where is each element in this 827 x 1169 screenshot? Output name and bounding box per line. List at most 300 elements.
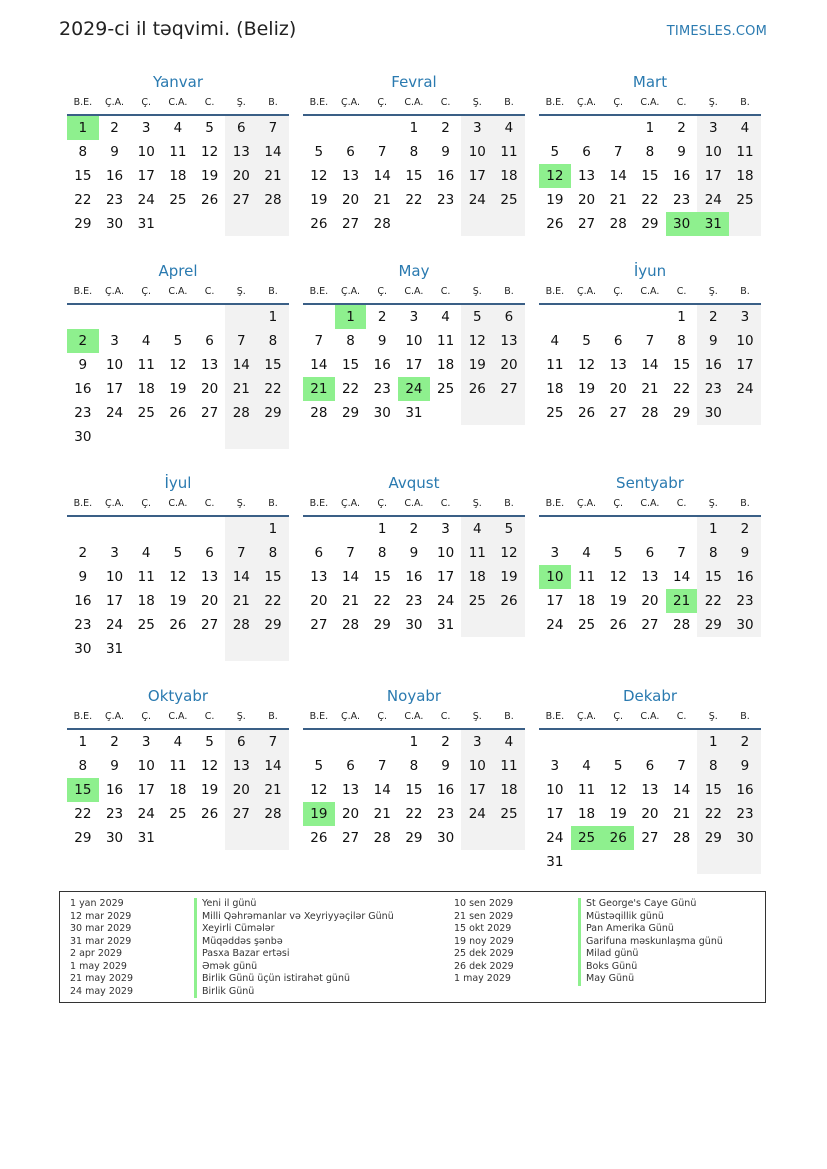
day-cell: 27 [493,377,525,401]
week-row [303,589,525,613]
week-row [303,517,525,541]
day-cell: 12 [169,357,187,373]
empty-day-cell [539,305,571,329]
week-row [539,305,761,329]
week-row [539,517,761,541]
legend-row [70,961,394,974]
day-cell: 19 [169,593,187,609]
day-cell: 10 [105,569,124,585]
day-cell: 6 [225,116,257,140]
day-cell: 3 [141,734,151,750]
day-cell: 22 [257,377,289,401]
empty-day-cell [130,425,162,449]
day-cell: 25 [577,617,596,633]
week-row [303,541,525,565]
day-cell: 7 [225,329,257,353]
holiday-name: Milli Qəhrəmanlar və Xeyriyyəçilər Günü [194,911,394,924]
empty-day-cell [194,637,226,661]
empty-day-cell [461,401,493,425]
day-cell: 21 [257,164,289,188]
day-cell: 25 [169,806,187,822]
weekday-label: C.A. [168,711,188,722]
day-cell: 27 [225,802,257,826]
empty-day-cell [539,730,571,754]
day-cell: 11 [546,357,564,373]
empty-day-cell [461,613,493,637]
day-cell: 15 [341,357,360,373]
day-cell: 30 [105,216,124,232]
month-name: İyun [633,262,667,280]
week-row [539,850,761,874]
day-cell: 21 [225,377,257,401]
day-cell: 8 [697,754,729,778]
weekday-label: B. [504,286,514,297]
day-cell: 5 [173,333,183,349]
day-cell: 4 [173,734,183,750]
day-cell: 26 [169,617,187,633]
weekday-header [67,710,289,730]
day-cell: 1 [257,517,289,541]
day-cell: 23 [105,192,124,208]
day-cell: 12 [539,164,571,188]
month-name: Noyabr [386,687,442,705]
day-cell: 2 [377,309,387,325]
day-cell: 18 [493,164,525,188]
day-cell: 13 [577,168,596,184]
month-name: İyul [164,474,192,492]
week-row [67,589,289,613]
day-cell: 23 [437,806,455,822]
holiday-date: 1 may 2029 [70,960,127,972]
weekday-label: C. [204,97,215,108]
day-cell: 16 [74,381,92,397]
week-row [303,754,525,778]
day-cell: 1 [67,116,99,140]
day-cell: 5 [314,758,324,774]
day-cell: 6 [645,758,655,774]
weekday-label: C.A. [404,711,424,722]
week-row [539,377,761,401]
week-row [67,305,289,329]
day-cell: 13 [493,329,525,353]
weekday-label: C. [204,286,215,297]
weekday-label: C. [204,498,215,509]
legend-row [70,911,394,924]
day-cell: 29 [697,613,729,637]
day-cell: 9 [110,144,119,160]
weekday-label: B.E. [545,498,565,509]
day-cell: 3 [550,758,560,774]
day-cell: 27 [641,830,659,846]
weekday-label: Ç.A. [105,711,125,722]
day-cell: 11 [493,140,525,164]
weekday-label: C.A. [640,97,660,108]
month-name: Oktyabr [147,687,209,705]
day-cell: 23 [74,617,92,633]
day-cell: 26 [602,826,634,850]
weekday-label: B.E. [309,711,329,722]
day-cell: 11 [169,758,187,774]
weekday-label: C.A. [168,498,188,509]
day-cell: 15 [641,168,659,184]
weekday-label: B.E. [309,498,329,509]
day-cell: 10 [539,565,571,589]
week-row [67,826,289,850]
day-cell: 15 [405,168,423,184]
page-title: 2029-ci il təqvimi. (Beliz) [59,18,297,40]
day-cell: 21 [609,192,627,208]
day-cell: 11 [577,782,596,798]
day-cell: 15 [67,778,99,802]
weekday-label: Ş. [236,286,246,297]
day-cell: 6 [346,144,355,160]
day-cell: 6 [205,545,214,561]
weekday-label: C. [440,711,451,722]
day-cell: 3 [110,333,119,349]
weekday-label: Ç.A. [341,711,361,722]
day-cell: 31 [437,617,455,633]
day-cell: 6 [225,730,257,754]
legend-row [454,936,723,949]
weekday-label: B. [504,97,514,108]
day-cell: 29 [74,830,92,846]
day-cell: 28 [373,830,391,846]
day-cell: 9 [729,541,761,565]
empty-day-cell [225,637,257,661]
day-cell: 25 [729,188,761,212]
weekday-header [539,710,761,730]
day-cell: 29 [405,830,423,846]
empty-day-cell [335,116,367,140]
day-cell: 14 [341,569,360,585]
week-row [303,565,525,589]
week-row [67,541,289,565]
week-row [539,613,761,637]
day-cell: 7 [677,545,686,561]
day-cell: 21 [373,806,391,822]
weekday-label: Ç. [141,286,152,297]
day-cell: 31 [697,212,729,236]
week-row [67,637,289,661]
weekday-label: B. [268,97,278,108]
day-cell: 20 [225,778,257,802]
empty-day-cell [99,517,131,541]
day-cell: 26 [546,216,564,232]
day-cell: 24 [105,617,124,633]
weekday-label: C. [440,286,451,297]
day-cell: 31 [105,641,124,657]
day-cell: 19 [461,353,493,377]
day-cell: 14 [310,357,328,373]
holiday-date: 12 mar 2029 [70,910,132,922]
week-row [67,754,289,778]
day-cell: 18 [729,164,761,188]
holiday-date: 26 dek 2029 [454,960,514,972]
day-cell: 18 [437,357,455,373]
holiday-date: 1 yan 2029 [70,898,124,909]
day-cell: 21 [641,381,659,397]
day-cell: 17 [405,357,423,373]
day-cell: 30 [729,613,761,637]
weekday-label: Ş. [472,711,482,722]
empty-day-cell [162,425,194,449]
week-row [303,116,525,140]
week-row [67,730,289,754]
day-cell: 1 [409,120,419,136]
day-cell: 6 [645,545,655,561]
day-cell: 18 [137,593,155,609]
empty-day-cell [257,212,289,236]
empty-day-cell [194,517,226,541]
day-cell: 29 [74,216,92,232]
day-cell: 5 [613,545,623,561]
day-cell: 20 [577,192,596,208]
day-cell: 22 [697,802,729,826]
empty-day-cell [430,212,462,236]
holiday-date: 2 apr 2029 [70,948,123,959]
day-cell: 16 [405,569,423,585]
day-cell: 12 [609,782,627,798]
weekday-header [303,285,525,305]
day-cell: 28 [225,401,257,425]
week-row [303,212,525,236]
week-row [303,377,525,401]
week-row [67,778,289,802]
day-cell: 11 [437,333,455,349]
day-cell: 26 [577,405,596,421]
month-name: Fevral [391,73,437,91]
day-cell: 11 [169,144,187,160]
day-cell: 9 [441,758,450,774]
empty-day-cell [571,305,603,329]
weekday-label: C.A. [168,97,188,108]
empty-day-cell [225,826,257,850]
weekday-label: C.A. [640,711,660,722]
day-cell: 29 [341,405,360,421]
weekday-label: B.E. [545,711,565,722]
day-cell: 30 [437,830,455,846]
day-cell: 28 [673,830,691,846]
week-row [67,377,289,401]
day-cell: 21 [373,192,391,208]
month-name: Sentyabr [616,474,684,492]
day-cell: 12 [609,569,627,585]
weekday-label: Ş. [472,97,482,108]
empty-day-cell [602,850,634,874]
empty-day-cell [634,517,666,541]
day-cell: 26 [461,377,493,401]
weekday-label: Ş. [236,498,246,509]
day-cell: 7 [346,545,355,561]
month-3 [539,72,761,236]
week-row [67,401,289,425]
day-cell: 7 [377,758,387,774]
day-cell: 23 [373,381,391,397]
day-cell: 3 [110,545,119,561]
week-row [303,188,525,212]
week-row [67,188,289,212]
day-cell: 14 [225,565,257,589]
weekday-label: C. [440,498,451,509]
brand-link[interactable]: TIMESLES.COM [666,24,767,39]
day-cell: 9 [110,758,119,774]
day-cell: 14 [225,353,257,377]
day-cell: 1 [78,734,88,750]
month-9 [539,473,761,637]
holiday-name: Pasxa Bazar ertəsi [194,948,290,961]
day-cell: 2 [729,730,761,754]
day-cell: 3 [461,116,493,140]
day-cell: 1 [409,734,419,750]
month-name: Avqust [388,474,440,492]
day-cell: 1 [645,120,655,136]
day-cell: 25 [169,192,187,208]
weekday-label: C. [676,97,687,108]
legend-row [70,986,394,999]
empty-day-cell [225,305,257,329]
day-cell: 18 [546,381,564,397]
day-cell: 26 [169,405,187,421]
day-cell: 22 [405,806,423,822]
month-name: Aprel [158,262,198,280]
day-cell: 23 [105,806,124,822]
day-cell: 29 [373,617,391,633]
week-row [539,329,761,353]
empty-day-cell [225,212,257,236]
day-cell: 24 [729,377,761,401]
day-cell: 18 [577,806,596,822]
day-cell: 6 [205,333,214,349]
weekday-label: C. [204,711,215,722]
day-cell: 1 [697,730,729,754]
weekday-label: Ç. [377,711,388,722]
weekday-label: Ç. [141,498,152,509]
month-8 [303,473,525,637]
week-row [539,188,761,212]
empty-day-cell [194,212,226,236]
week-row [539,164,761,188]
weekday-label: Ş. [708,97,718,108]
weekday-label: B.E. [73,286,93,297]
empty-day-cell [303,517,335,541]
holiday-date: 21 sen 2029 [454,910,514,922]
day-cell: 15 [405,782,423,798]
weekday-label: B. [740,286,750,297]
day-cell: 6 [582,144,591,160]
day-cell: 20 [341,806,360,822]
day-cell: 1 [257,305,289,329]
week-row [539,212,761,236]
day-cell: 4 [493,730,525,754]
weekday-label: C. [676,498,687,509]
empty-day-cell [162,637,194,661]
week-row [539,353,761,377]
weekday-header [67,96,289,116]
day-cell: 26 [201,192,219,208]
day-cell: 5 [461,305,493,329]
day-cell: 7 [377,144,387,160]
day-cell: 22 [641,192,659,208]
holiday-legend [59,891,766,1003]
weekday-label: Ş. [708,286,718,297]
empty-day-cell [257,826,289,850]
legend-row [70,923,394,936]
weekday-label: B.E. [309,97,329,108]
day-cell: 20 [225,164,257,188]
weekday-header [539,497,761,517]
holiday-name: Garifuna məskunlaşma günü [578,936,723,949]
empty-day-cell [162,826,194,850]
day-cell: 28 [257,188,289,212]
weekday-label: Ç.A. [341,286,361,297]
month-6 [539,261,761,425]
weekday-label: Ç.A. [105,97,125,108]
day-cell: 23 [405,593,423,609]
day-cell: 24 [437,593,455,609]
day-cell: 9 [409,545,419,561]
weekday-label: Ç.A. [577,97,597,108]
day-cell: 24 [546,617,564,633]
day-cell: 9 [697,329,729,353]
weekday-label: Ç. [377,286,388,297]
day-cell: 15 [673,357,691,373]
day-cell: 2 [441,734,450,750]
weekday-header [303,96,525,116]
day-cell: 19 [609,806,627,822]
day-cell: 11 [729,140,761,164]
month-11 [303,686,525,850]
day-cell: 8 [645,144,655,160]
empty-day-cell [634,850,666,874]
day-cell: 27 [310,617,328,633]
day-cell: 20 [201,593,219,609]
day-cell: 19 [169,381,187,397]
day-cell: 30 [373,405,391,421]
day-cell: 26 [310,830,328,846]
day-cell: 22 [405,192,423,208]
legend-column-left [70,898,394,998]
week-row [67,329,289,353]
holiday-date: 19 noy 2029 [454,935,514,947]
empty-day-cell [303,730,335,754]
empty-day-cell [571,517,603,541]
day-cell: 10 [697,140,729,164]
holiday-date: 24 may 2029 [70,985,134,997]
day-cell: 24 [546,830,564,846]
empty-day-cell [493,613,525,637]
empty-day-cell [602,305,634,329]
holiday-date: 21 may 2029 [70,973,134,984]
day-cell: 5 [613,758,623,774]
legend-column-right [454,898,723,986]
day-cell: 25 [571,826,603,850]
weekday-label: B. [740,711,750,722]
weekday-label: Ç. [377,498,388,509]
day-cell: 13 [225,754,257,778]
day-cell: 18 [169,168,187,184]
day-cell: 25 [137,405,155,421]
empty-day-cell [602,116,634,140]
day-cell: 30 [729,826,761,850]
legend-row [70,973,394,986]
day-cell: 27 [225,188,257,212]
weekday-label: B.E. [73,498,93,509]
day-cell: 8 [257,541,289,565]
week-row [539,802,761,826]
week-row [67,517,289,541]
day-cell: 2 [697,305,729,329]
weekday-label: C. [440,97,451,108]
